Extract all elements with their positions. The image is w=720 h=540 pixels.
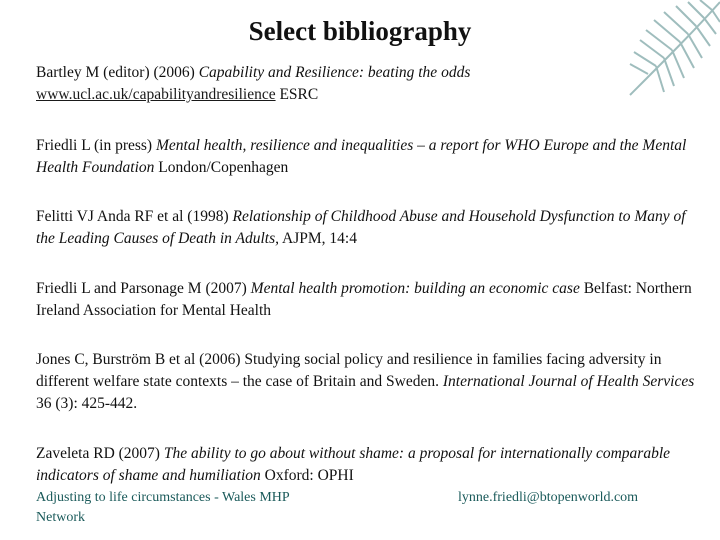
bibliography-entry-friedli-press [36, 135, 696, 179]
entry-publisher: London/Copenhagen [154, 159, 289, 176]
capability-resilience-link[interactable]: www.ucl.ac.uk/capabilityandresilience [36, 86, 276, 103]
entry-publisher: Belfast: Northern Ireland Association for Mental Health [36, 280, 692, 319]
entry-title: Capability and Resilience: beating the odds [198, 64, 471, 81]
footer-email: lynne.friedli@btopenworld.com [458, 490, 639, 505]
entry-authors: Felitti VJ Anda RF et al (1998) [36, 208, 233, 225]
page-title: Select bibliography [248, 16, 472, 46]
entry-journal: AJPM, 14:4 [278, 230, 357, 247]
bibliography-entry-jones [36, 349, 696, 415]
bibliography-entry-friedli-parsonage [36, 278, 696, 322]
entry-journal: International Journal of Health Services [442, 373, 695, 390]
entry-title: Mental health promotion: building an economic case [250, 280, 580, 297]
footer-network-name: Adjusting to life circumstances - Wales MHP Network [36, 490, 290, 525]
bibliography-entry-felitti [36, 206, 696, 250]
entry-title: Relationship of Childhood Abuse and Household Dysfunction to Many of the Leading Causes of Death in Adults, [36, 208, 686, 247]
entry-authors-title: Jones C, Burström B et al (2006) Studying social policy and resilience in families facing adversity in different welfare state contexts – the case of Britain and Sweden. [36, 351, 662, 390]
entry-title: The ability to go about without shame: a proposal for internationally comparable indicators of shame and humiliation [36, 445, 671, 484]
entry-title: Mental health, resilience and inequalities – a report for WHO Europe and the Mental Health Foundation [36, 137, 687, 176]
entry-authors: Friedli L (in press) [36, 137, 156, 154]
entry-authors: Zaveleta RD (2007) [36, 445, 164, 462]
entry-publisher: ESRC [275, 86, 319, 103]
bibliography-entry-bartley [36, 62, 696, 106]
entry-authors: Friedli L and Parsonage M (2007) [36, 280, 251, 297]
entry-volume: 36 (3): 425-442. [36, 395, 138, 412]
entry-publisher: Oxford: OPHI [260, 467, 354, 484]
entry-authors: Bartley M (editor) (2006) [36, 64, 199, 81]
bibliography-entry-zaveleta [36, 443, 696, 487]
